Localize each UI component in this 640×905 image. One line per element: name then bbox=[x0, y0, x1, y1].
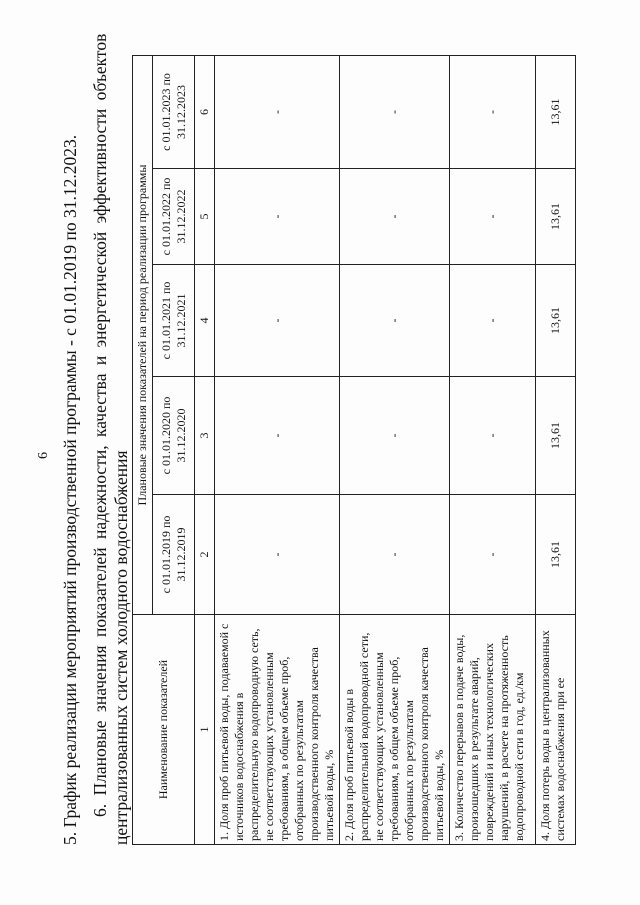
indicator-value: 13,61 bbox=[536, 495, 576, 615]
indicator-value: 13,61 bbox=[536, 265, 576, 377]
indicators-table bbox=[132, 55, 576, 845]
period-header-2021: с 01.01.2021 по 31.12.2021 bbox=[153, 265, 195, 377]
section-6-heading-continued: централизованных систем холодного водоснабжения bbox=[111, 450, 131, 845]
indicator-name: 3. Количество перерывов в подаче воды, произошедших в результате аварий, повреждений и иных технологических нарушений, в расчете на протяженность водопроводной сети в год, ед./км bbox=[450, 615, 536, 845]
period-header-2019: с 01.01.2019 по 31.12.2019 bbox=[153, 495, 195, 615]
column-number: 3 bbox=[195, 377, 215, 495]
name-column-header: Наименование показателей bbox=[133, 615, 195, 845]
column-number: 2 bbox=[195, 495, 215, 615]
indicator-value: 13,61 bbox=[536, 56, 576, 169]
indicator-value: - bbox=[215, 265, 340, 377]
indicator-name: 2. Доля проб питьевой воды в распределительной водопроводной сети, не соответствующих установленным требованиям, в общем объеме проб, отобранных по результатам производственного контроля качества питьевой воды, % bbox=[340, 615, 450, 845]
indicator-value: - bbox=[215, 377, 340, 495]
indicator-value: - bbox=[215, 56, 340, 169]
column-number: 6 bbox=[195, 56, 215, 169]
indicator-name: 1. Доля проб питьевой воды, подаваемой с источников водоснабжения в распределительную водопроводную сеть, не соответствующих установленным требованиям, в общем объеме проб, отобранных по результатам производственного контроля качества питьевой воды, % bbox=[215, 615, 340, 845]
section-5-heading: 5. График реализации мероприятий производственной программы - с 01.01.2019 по 31.12.2023. bbox=[60, 134, 80, 845]
indicator-value: - bbox=[450, 495, 536, 615]
plan-values-header: Плановые значения показателей на период реализации программы bbox=[133, 56, 153, 615]
period-header-2023: с 01.01.2023 по 31.12.2023 bbox=[153, 56, 195, 169]
indicator-value: - bbox=[450, 377, 536, 495]
indicator-value: - bbox=[340, 377, 450, 495]
indicator-value: - bbox=[450, 56, 536, 169]
indicator-value: - bbox=[450, 265, 536, 377]
indicator-value: - bbox=[340, 265, 450, 377]
period-header-2022: с 01.01.2022 по 31.12.2022 bbox=[153, 169, 195, 265]
indicator-value: 13,61 bbox=[536, 169, 576, 265]
indicator-value: - bbox=[340, 495, 450, 615]
section-6-heading: 6. Плановые значения показателей надежности, качества и энергетической эффективности объектов bbox=[90, 33, 110, 817]
column-number: 1 bbox=[195, 615, 215, 845]
indicator-value: - bbox=[340, 169, 450, 265]
page-number: 6 bbox=[36, 452, 51, 459]
indicator-value: - bbox=[450, 169, 536, 265]
column-number: 5 bbox=[195, 169, 215, 265]
indicator-name: 4. Доля потерь воды в централизованных системах водоснабжения при ее bbox=[536, 615, 576, 845]
indicator-value: - bbox=[340, 56, 450, 169]
indicator-value: - bbox=[215, 495, 340, 615]
period-header-2020: с 01.01.2020 по 31.12.2020 bbox=[153, 377, 195, 495]
column-number: 4 bbox=[195, 265, 215, 377]
indicator-value: 13,61 bbox=[536, 377, 576, 495]
indicator-value: - bbox=[215, 169, 340, 265]
